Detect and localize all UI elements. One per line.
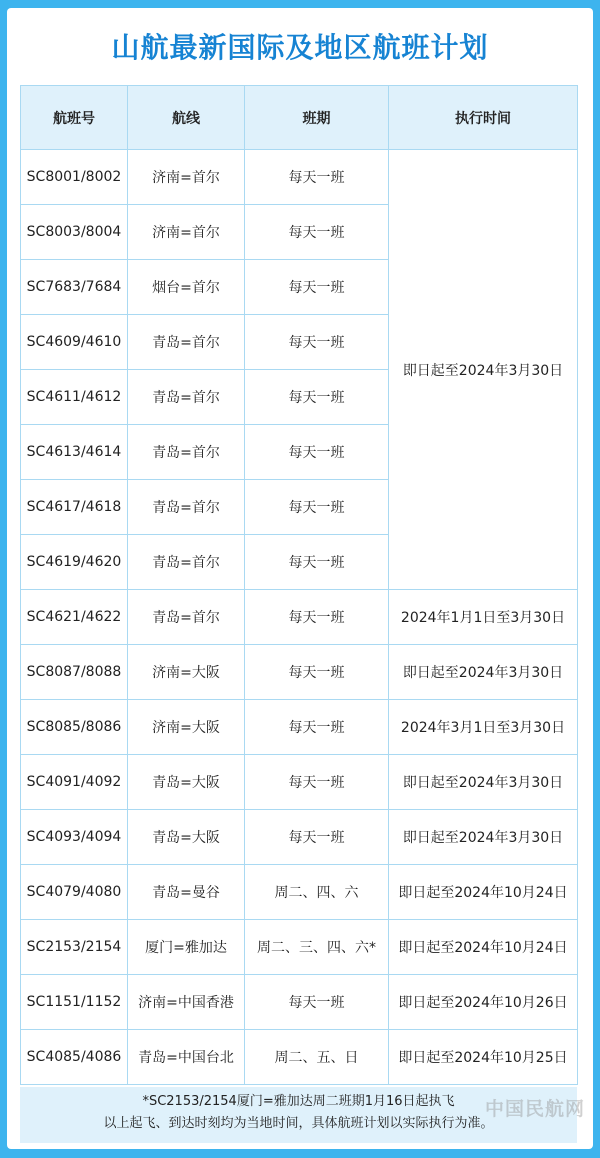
route-cell: 青岛=曼谷 bbox=[128, 865, 245, 920]
table-row bbox=[21, 645, 578, 700]
route-cell: 济南=大阪 bbox=[128, 700, 245, 755]
table-row bbox=[21, 755, 578, 810]
schedule-cell: 每天一班 bbox=[245, 810, 389, 865]
schedule-cell: 每天一班 bbox=[245, 700, 389, 755]
route-cell: 青岛=大阪 bbox=[128, 810, 245, 865]
table-row bbox=[21, 920, 578, 975]
schedule-cell: 每天一班 bbox=[245, 150, 389, 205]
schedule-cell: 每天一班 bbox=[245, 425, 389, 480]
flight-number-cell: SC4091/4092 bbox=[21, 755, 128, 810]
schedule-cell: 每天一班 bbox=[245, 535, 389, 590]
table-header-row bbox=[21, 86, 578, 150]
route-cell: 青岛=首尔 bbox=[128, 315, 245, 370]
table-row bbox=[21, 150, 578, 205]
route-cell: 济南=大阪 bbox=[128, 645, 245, 700]
flight-number-cell: SC8003/8004 bbox=[21, 205, 128, 260]
flight-number-cell: SC4079/4080 bbox=[21, 865, 128, 920]
route-cell: 厦门=雅加达 bbox=[128, 920, 245, 975]
table-row bbox=[21, 810, 578, 865]
flight-number-cell: SC4609/4610 bbox=[21, 315, 128, 370]
schedule-cell: 每天一班 bbox=[245, 315, 389, 370]
flight-number-cell: SC4617/4618 bbox=[21, 480, 128, 535]
table-row bbox=[21, 700, 578, 755]
flight-number-cell: SC4621/4622 bbox=[21, 590, 128, 645]
schedule-cell: 每天一班 bbox=[245, 590, 389, 645]
period-cell: 即日起至2024年10月26日 bbox=[389, 975, 578, 1030]
watermark-logo: 中国民航网 bbox=[485, 1098, 586, 1120]
schedule-cell: 每天一班 bbox=[245, 755, 389, 810]
flight-number-cell: SC4619/4620 bbox=[21, 535, 128, 590]
table-row bbox=[21, 975, 578, 1030]
route-cell: 青岛=首尔 bbox=[128, 370, 245, 425]
flight-number-cell: SC8087/8088 bbox=[21, 645, 128, 700]
period-cell: 2024年3月1日至3月30日 bbox=[389, 700, 578, 755]
flight-number-cell: SC4611/4612 bbox=[21, 370, 128, 425]
flight-number-cell: SC4085/4086 bbox=[21, 1030, 128, 1085]
route-cell: 济南=首尔 bbox=[128, 205, 245, 260]
period-cell: 即日起至2024年3月30日 bbox=[389, 810, 578, 865]
period-cell: 即日起至2024年3月30日 bbox=[389, 755, 578, 810]
route-cell: 青岛=首尔 bbox=[128, 590, 245, 645]
header-schedule: 班期 bbox=[245, 86, 389, 150]
schedule-cell: 每天一班 bbox=[245, 480, 389, 535]
table-row bbox=[21, 865, 578, 920]
schedule-cell: 每天一班 bbox=[245, 260, 389, 315]
route-cell: 青岛=首尔 bbox=[128, 425, 245, 480]
schedule-cell: 每天一班 bbox=[245, 205, 389, 260]
header-flight-number: 航班号 bbox=[21, 86, 128, 150]
route-cell: 青岛=首尔 bbox=[128, 535, 245, 590]
route-cell: 济南=首尔 bbox=[128, 150, 245, 205]
footnote-line-2: 以上起飞、到达时刻均为当地时间，具体航班计划以实际执行为准。 bbox=[103, 1116, 494, 1131]
period-cell: 2024年1月1日至3月30日 bbox=[389, 590, 578, 645]
flight-number-cell: SC2153/2154 bbox=[21, 920, 128, 975]
route-cell: 济南=中国香港 bbox=[128, 975, 245, 1030]
schedule-cell: 周二、四、六 bbox=[245, 865, 389, 920]
schedule-cell: 周二、三、四、六* bbox=[245, 920, 389, 975]
period-cell: 即日起至2024年10月25日 bbox=[389, 1030, 578, 1085]
flight-number-cell: SC4613/4614 bbox=[21, 425, 128, 480]
period-cell: 即日起至2024年3月30日 bbox=[389, 150, 578, 590]
footnote-line-1: *SC2153/2154厦门=雅加达周二班期1月16日起执飞 bbox=[142, 1094, 455, 1109]
route-cell: 青岛=首尔 bbox=[128, 480, 245, 535]
schedule-cell: 每天一班 bbox=[245, 645, 389, 700]
period-cell: 即日起至2024年10月24日 bbox=[389, 920, 578, 975]
schedule-cell: 每天一班 bbox=[245, 975, 389, 1030]
route-cell: 烟台=首尔 bbox=[128, 260, 245, 315]
page-title: 山航最新国际及地区航班计划 bbox=[111, 31, 489, 64]
table-row bbox=[21, 1030, 578, 1085]
flight-number-cell: SC7683/7684 bbox=[21, 260, 128, 315]
flight-number-cell: SC1151/1152 bbox=[21, 975, 128, 1030]
period-cell: 即日起至2024年3月30日 bbox=[389, 645, 578, 700]
flight-number-cell: SC8001/8002 bbox=[21, 150, 128, 205]
table-row bbox=[21, 590, 578, 645]
schedule-cell: 每天一班 bbox=[245, 370, 389, 425]
flight-number-cell: SC4093/4094 bbox=[21, 810, 128, 865]
period-cell: 即日起至2024年10月24日 bbox=[389, 865, 578, 920]
flight-schedule-table bbox=[20, 85, 578, 1085]
header-route: 航线 bbox=[128, 86, 245, 150]
schedule-cell: 周二、五、日 bbox=[245, 1030, 389, 1085]
content-card bbox=[7, 8, 593, 1149]
route-cell: 青岛=大阪 bbox=[128, 755, 245, 810]
route-cell: 青岛=中国台北 bbox=[128, 1030, 245, 1085]
header-period: 执行时间 bbox=[389, 86, 578, 150]
flight-number-cell: SC8085/8086 bbox=[21, 700, 128, 755]
